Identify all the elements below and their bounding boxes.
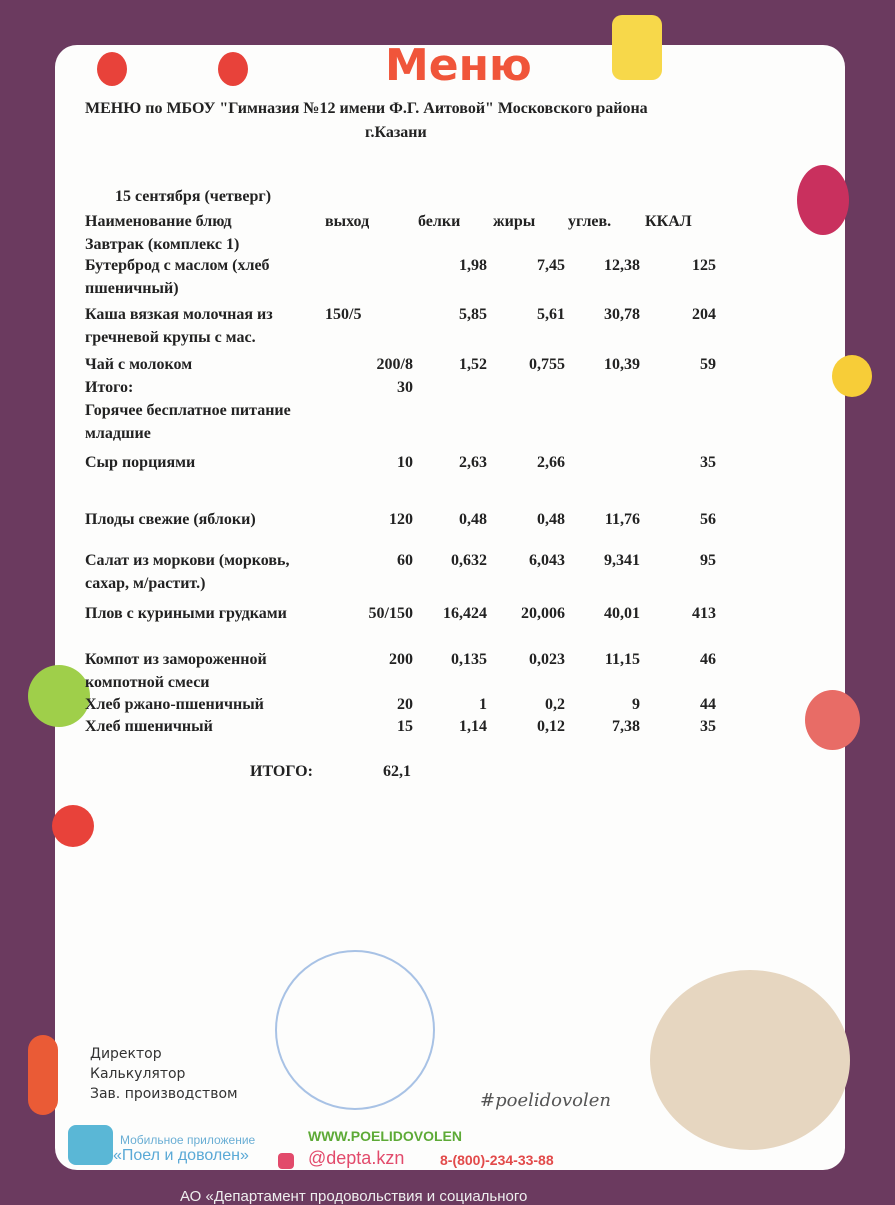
cell-value: 12,38: [604, 257, 640, 274]
signature-production-head: Зав. производством: [90, 1086, 238, 1102]
signature-director: Директор: [90, 1046, 162, 1062]
cell-value: 2,66: [537, 454, 565, 471]
cell-value: 11,15: [604, 651, 640, 668]
dish-name: Хлеб пшеничный: [85, 718, 213, 735]
cell-value: 125: [692, 257, 716, 274]
app-name: «Поел и доволен»: [113, 1147, 249, 1164]
cell-value: 5,85: [459, 306, 487, 323]
cell-value: 120: [389, 511, 413, 528]
cell-value: 2,63: [459, 454, 487, 471]
instagram-icon: [278, 1153, 294, 1169]
cell-value: 5,61: [537, 306, 565, 323]
dish-name: Салат из моркови (морковь,: [85, 552, 290, 569]
cell-value: 1,14: [459, 718, 487, 735]
cell-value: 56: [700, 511, 716, 528]
cell-value: 7,38: [612, 718, 640, 735]
column-header: Наименование блюд: [85, 213, 232, 230]
cell-value: 0,48: [537, 511, 565, 528]
cell-value: 15: [397, 718, 413, 735]
dish-name: пшеничный): [85, 280, 179, 297]
cell-value: 30: [397, 379, 413, 396]
website-link[interactable]: WWW.POELIDOVOLEN: [308, 1128, 462, 1144]
cheese-icon: [612, 15, 662, 80]
app-caption: Мобильное приложение: [120, 1133, 256, 1147]
cell-value: 30,78: [604, 306, 640, 323]
dish-name: Бутерброд с маслом (хлеб: [85, 257, 270, 274]
cell-value: 20,006: [521, 605, 565, 622]
cell-value: 95: [700, 552, 716, 569]
cell-value: 200: [389, 651, 413, 668]
dish-name: Компот из замороженной: [85, 651, 267, 668]
cell-value: 1,98: [459, 257, 487, 274]
menu-logo: Меню: [385, 40, 532, 91]
dish-name: Плов с куриными грудками: [85, 605, 287, 622]
cell-value: 0,135: [451, 651, 487, 668]
dish-name: Горячее бесплатное питание: [85, 402, 291, 419]
meat-icon: [805, 690, 860, 750]
dish-name: Сыр порциями: [85, 454, 196, 471]
document-title: МЕНЮ по МБОУ "Гимназия №12 имени Ф.Г. Аитовой" Московского района: [85, 100, 648, 117]
menu-date: 15 сентября (четверг): [115, 188, 272, 205]
cell-value: 7,45: [537, 257, 565, 274]
column-header: углев.: [568, 213, 612, 230]
vegetables-mascots-icon: [650, 970, 850, 1150]
signature-calculator: Калькулятор: [90, 1066, 186, 1082]
hashtag: #poelidovolen: [480, 1090, 611, 1111]
beet-icon: [797, 165, 849, 235]
app-icon: [68, 1125, 113, 1165]
phone-number[interactable]: 8-(800)-234-33-88: [440, 1152, 554, 1168]
dish-name: Итого:: [85, 379, 134, 396]
cell-value: 35: [700, 454, 716, 471]
dish-name: Завтрак (комплекс 1): [85, 236, 240, 253]
dish-name: младшие: [85, 425, 151, 442]
column-header: жиры: [493, 213, 536, 230]
footer-company: АО «Департамент продовольствия и социального: [180, 1188, 528, 1205]
carrot-icon: [28, 1035, 58, 1115]
instagram-handle[interactable]: @depta.kzn: [308, 1148, 405, 1168]
cell-value: 35: [700, 718, 716, 735]
document-city: г.Казани: [365, 124, 427, 141]
dish-name: Хлеб ржано-пшеничный: [85, 696, 264, 713]
dish-name: Каша вязкая молочная из: [85, 306, 273, 323]
column-header: белки: [418, 213, 461, 230]
cell-value: 1: [479, 696, 487, 713]
cell-value: 0,755: [529, 356, 565, 373]
tomato-icon: [52, 805, 94, 847]
cell-value: 150/5: [325, 306, 362, 323]
column-header: ККАЛ: [645, 213, 692, 230]
cell-value: 413: [692, 605, 716, 622]
tomato-icon: [97, 52, 127, 86]
official-stamp: [275, 950, 435, 1110]
cell-value: 204: [692, 306, 716, 323]
cell-value: 59: [700, 356, 716, 373]
cell-value: 20: [397, 696, 413, 713]
dish-name: сахар, м/растит.): [85, 575, 206, 592]
cell-value: 40,01: [604, 605, 640, 622]
cell-value: 9,341: [604, 552, 640, 569]
cell-value: 11,76: [604, 511, 640, 528]
dish-name: Чай с молоком: [85, 356, 193, 373]
cell-value: 200/8: [376, 356, 413, 373]
total-label: ИТОГО:: [250, 763, 313, 780]
dish-name: Плоды свежие (яблоки): [85, 511, 256, 528]
cell-value: 44: [700, 696, 716, 713]
cell-value: 0,48: [459, 511, 487, 528]
total-value: 62,1: [383, 763, 411, 780]
apple-icon: [28, 665, 90, 727]
cell-value: 50/150: [368, 605, 413, 622]
cell-value: 0,023: [529, 651, 565, 668]
column-header: выход: [325, 213, 370, 230]
cell-value: 10,39: [604, 356, 640, 373]
cell-value: 6,043: [529, 552, 565, 569]
cell-value: 16,424: [443, 605, 487, 622]
cell-value: 9: [632, 696, 640, 713]
cell-value: 1,52: [459, 356, 487, 373]
cell-value: 0,632: [451, 552, 487, 569]
cell-value: 0,2: [545, 696, 565, 713]
cell-value: 46: [700, 651, 716, 668]
tomato-icon: [218, 52, 248, 86]
dish-name: гречневой крупы с мас.: [85, 329, 256, 346]
cell-value: 60: [397, 552, 413, 569]
cell-value: 10: [397, 454, 413, 471]
dish-name: компотной смеси: [85, 674, 210, 691]
cell-value: 0,12: [537, 718, 565, 735]
smiley-icon: [832, 355, 872, 397]
